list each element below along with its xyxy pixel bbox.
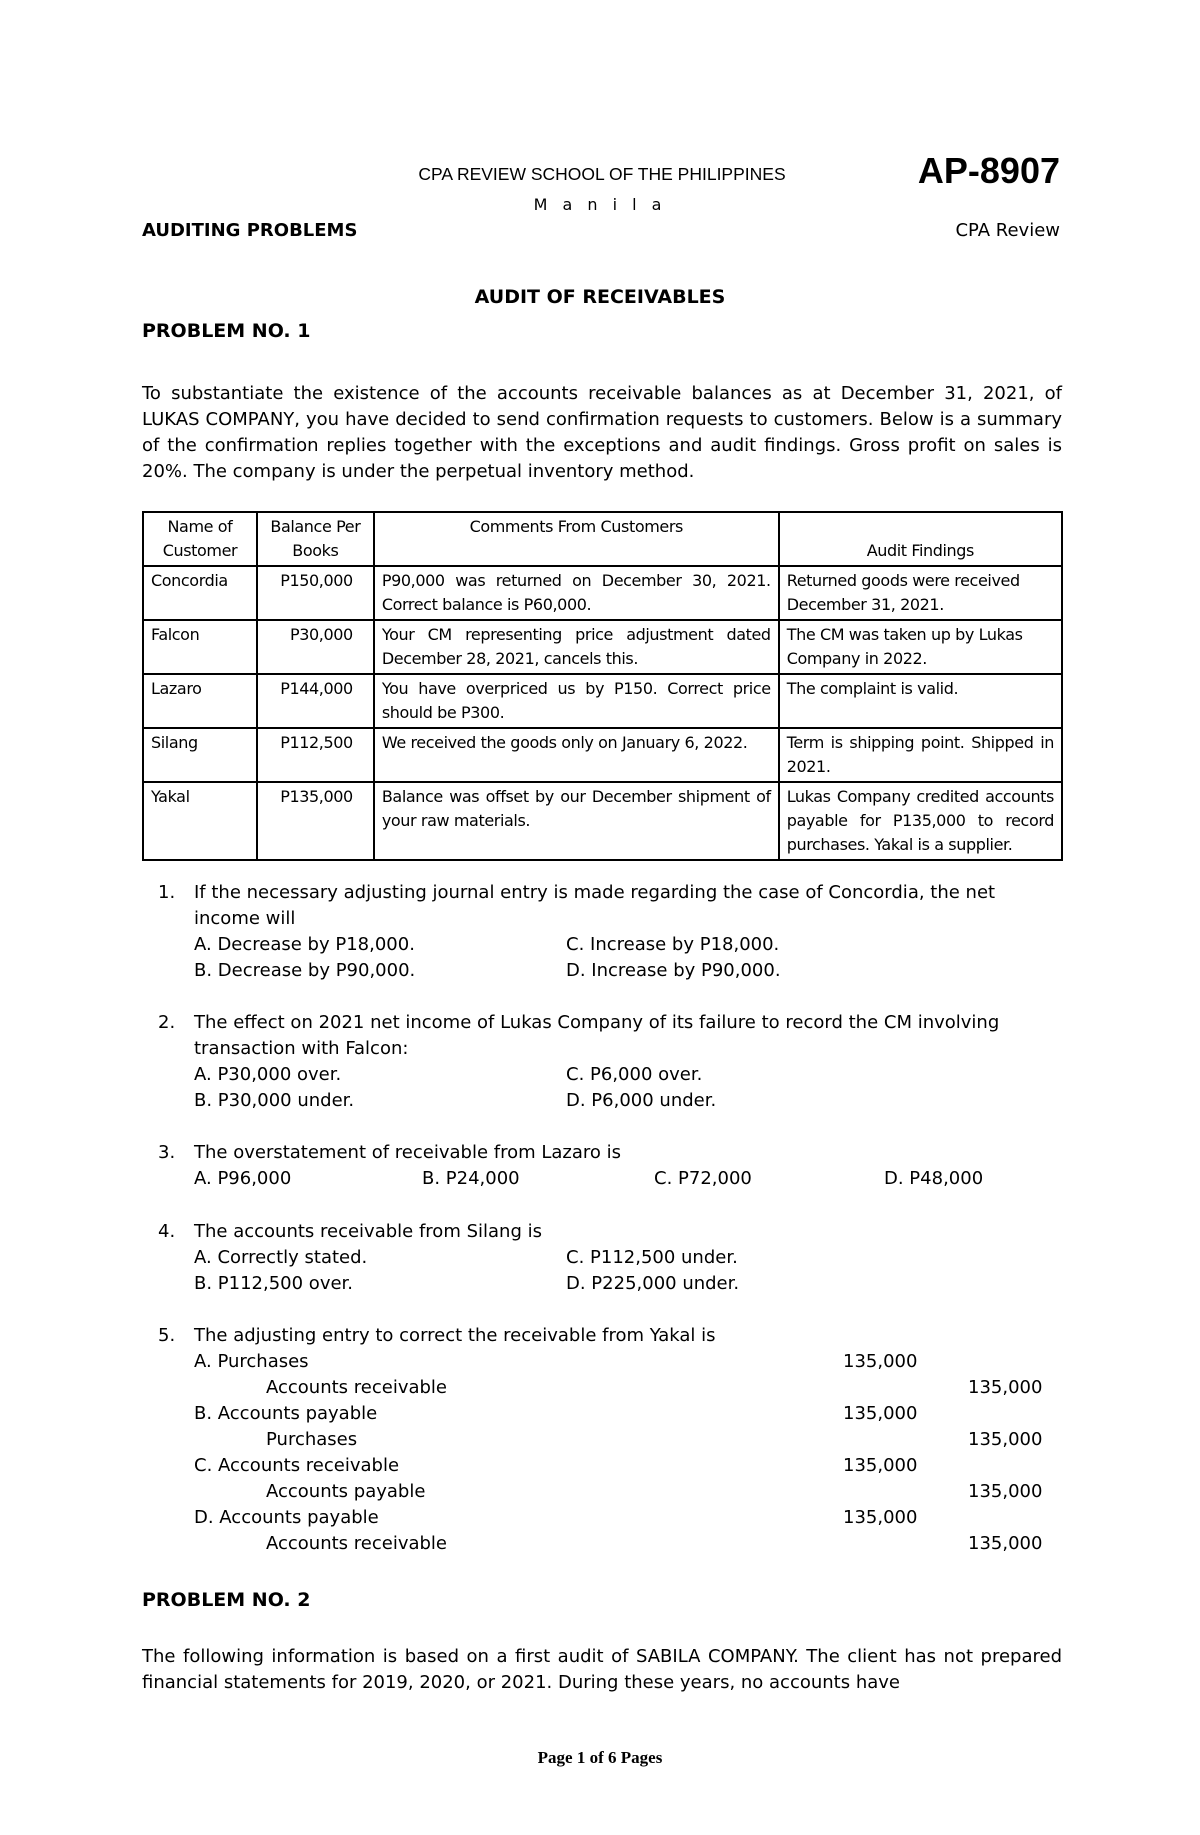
table-row xyxy=(143,566,1062,620)
subject-label: AUDITING PROBLEMS xyxy=(142,220,358,241)
entry-c-credit: Accounts payable xyxy=(266,1481,426,1502)
table-row xyxy=(143,620,1062,674)
answer-option-d[interactable]: D. Increase by P90,000. xyxy=(566,960,781,981)
question-2 xyxy=(158,1010,1066,1062)
school-city: M a n i l a xyxy=(533,195,667,214)
balance-cell: P112,500 xyxy=(257,728,374,782)
entry-c-credit-amount: 135,000 xyxy=(968,1481,1043,1502)
finding-cell: Returned goods were received December 31, 2021. xyxy=(779,566,1062,620)
entry-c-debit-amount: 135,000 xyxy=(843,1455,918,1476)
problem-2-heading: PROBLEM NO. 2 xyxy=(142,1589,311,1611)
question-number: 5. xyxy=(158,1325,176,1346)
comment-cell: P90,000 was returned on December 30, 2021. Correct balance is P60,000. xyxy=(374,566,779,620)
problem-2-intro: The following information is based on a first audit of SABILA COMPANY. The client has not prepared financial statements for 2019, 2020, or 2021. During these years, no accounts have xyxy=(142,1646,1062,1693)
comment-cell: We received the goods only on January 6, 2022. xyxy=(374,728,779,782)
course-label: CPA Review xyxy=(955,220,1060,241)
question-text: The effect on 2021 net income of Lukas Company of its failure to record the CM involving transaction with Falcon: xyxy=(194,1012,1000,1059)
problem-1-heading: PROBLEM NO. 1 xyxy=(142,320,311,342)
table-row xyxy=(143,674,1062,728)
entry-a-debit[interactable]: A. Purchases xyxy=(194,1351,309,1372)
column-header: Comments From Customers xyxy=(374,512,779,566)
document-code: AP-8907 xyxy=(917,150,1060,191)
question-text: The overstatement of receivable from Lazaro is xyxy=(194,1142,622,1163)
confirmation-table xyxy=(142,511,1063,861)
answer-option-b[interactable]: B. Decrease by P90,000. xyxy=(194,960,416,981)
question-number: 4. xyxy=(158,1221,176,1242)
answer-option-a[interactable]: A. Correctly stated. xyxy=(194,1247,368,1268)
question-text: The accounts receivable from Silang is xyxy=(194,1221,542,1242)
balance-cell: P144,000 xyxy=(257,674,374,728)
answer-option-d[interactable]: D. P48,000 xyxy=(884,1168,984,1189)
table-row xyxy=(143,782,1062,860)
answer-option-b[interactable]: B. P112,500 over. xyxy=(194,1273,354,1294)
answer-option-c[interactable]: C. P112,500 under. xyxy=(566,1247,738,1268)
entry-d-debit-amount: 135,000 xyxy=(843,1507,918,1528)
question-text: If the necessary adjusting journal entry is made regarding the case of Concordia, the net income will xyxy=(194,882,996,929)
answer-option-c[interactable]: C. P6,000 over. xyxy=(566,1064,703,1085)
comment-cell: Balance was offset by our December shipment of your raw materials. xyxy=(374,782,779,860)
customer-name: Yakal xyxy=(143,782,257,860)
customer-name: Silang xyxy=(143,728,257,782)
column-header: Audit Findings xyxy=(779,512,1062,566)
question-5 xyxy=(158,1323,1066,1349)
answer-option-a[interactable]: A. P30,000 over. xyxy=(194,1064,342,1085)
entry-a-debit-amount: 135,000 xyxy=(843,1351,918,1372)
finding-cell: Term is shipping point. Shipped in 2021. xyxy=(779,728,1062,782)
customer-name: Falcon xyxy=(143,620,257,674)
customer-name: Lazaro xyxy=(143,674,257,728)
school-name: CPA REVIEW SCHOOL OF THE PHILIPPINES xyxy=(418,164,786,184)
page-footer: Page 1 of 6 Pages xyxy=(537,1748,663,1767)
comment-cell: You have overpriced us by P150. Correct price should be P300. xyxy=(374,674,779,728)
question-4 xyxy=(158,1219,1066,1245)
finding-cell: The complaint is valid. xyxy=(779,674,1062,728)
question-text: The adjusting entry to correct the receivable from Yakal is xyxy=(194,1325,716,1346)
entry-b-credit-amount: 135,000 xyxy=(968,1429,1043,1450)
question-number: 1. xyxy=(158,882,176,903)
question-1 xyxy=(158,880,1066,932)
comment-cell: Your CM representing price adjustment dated December 28, 2021, cancels this. xyxy=(374,620,779,674)
table-row xyxy=(143,728,1062,782)
question-3 xyxy=(158,1140,1066,1166)
entry-d-debit[interactable]: D. Accounts payable xyxy=(194,1507,379,1528)
answer-option-c[interactable]: C. P72,000 xyxy=(654,1168,752,1189)
entry-c-debit[interactable]: C. Accounts receivable xyxy=(194,1455,400,1476)
customer-name: Concordia xyxy=(143,566,257,620)
balance-cell: P135,000 xyxy=(257,782,374,860)
question-number: 3. xyxy=(158,1142,176,1163)
answer-option-b[interactable]: B. P30,000 under. xyxy=(194,1090,355,1111)
balance-cell: P30,000 xyxy=(257,620,374,674)
entry-d-credit: Accounts receivable xyxy=(266,1533,448,1554)
entry-b-debit-amount: 135,000 xyxy=(843,1403,918,1424)
answer-option-c[interactable]: C. Increase by P18,000. xyxy=(566,934,780,955)
table-header-row xyxy=(143,512,1062,566)
entry-b-debit[interactable]: B. Accounts payable xyxy=(194,1403,378,1424)
entry-a-credit-amount: 135,000 xyxy=(968,1377,1043,1398)
entry-b-credit: Purchases xyxy=(266,1429,358,1450)
finding-cell: The CM was taken up by Lukas Company in 2022. xyxy=(779,620,1062,674)
document-title: AUDIT OF RECEIVABLES xyxy=(474,286,726,308)
entry-a-credit: Accounts receivable xyxy=(266,1377,448,1398)
balance-cell: P150,000 xyxy=(257,566,374,620)
answer-option-b[interactable]: B. P24,000 xyxy=(422,1168,520,1189)
answer-option-d[interactable]: D. P6,000 under. xyxy=(566,1090,717,1111)
column-header: Balance Per Books xyxy=(257,512,374,566)
answer-option-a[interactable]: A. P96,000 xyxy=(194,1168,292,1189)
problem-1-intro: To substantiate the existence of the accounts receivable balances as at December 31, 2021, of LUKAS COMPANY, you have decided to send confirmation requests to customers. Below is a summary of the confirmation replies together with the exceptions and audit findings. Gross profit on sales is 20%. The company is under the perpetual inventory method. xyxy=(142,383,1062,482)
finding-cell: Lukas Company credited accounts payable for P135,000 to record purchases. Yakal is a supplier. xyxy=(779,782,1062,860)
column-header: Name of Customer xyxy=(143,512,257,566)
question-number: 2. xyxy=(158,1012,176,1033)
answer-option-d[interactable]: D. P225,000 under. xyxy=(566,1273,740,1294)
answer-option-a[interactable]: A. Decrease by P18,000. xyxy=(194,934,415,955)
entry-d-credit-amount: 135,000 xyxy=(968,1533,1043,1554)
